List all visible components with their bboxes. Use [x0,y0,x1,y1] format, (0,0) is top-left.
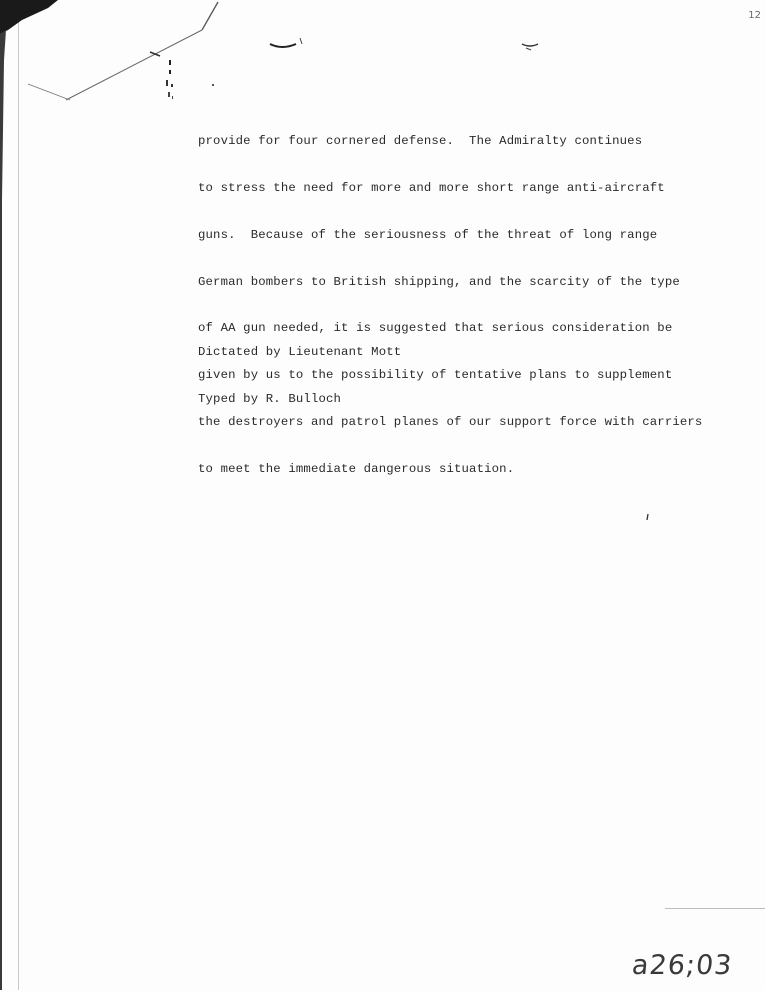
paragraph-line-5: of AA gun needed, it is suggested that serious consideration be [198,321,673,336]
paragraph-line-8: to meet the immediate dangerous situation. [198,461,515,476]
handwritten-archive-number: a26;03 [630,950,734,981]
pencil-stroke-2 [66,30,202,100]
smudge-top-2 [522,44,538,46]
paragraph-line-7: the destroyers and patrol planes of our support force with carriers [198,414,703,429]
paragraph-line-1: provide for four cornered defense. The Admiralty continues [198,134,643,149]
margin-dot-4 [171,84,173,87]
paragraph-line-6: given by us to the possibility of tentative plans to supplement [198,368,673,383]
tick-top [300,38,302,44]
corner-page-mark: 12 [748,10,761,21]
paragraph-line-2: to stress the need for more and more short range anti-aircraft [198,180,665,195]
binder-clip-edge [0,30,6,990]
margin-dot-5 [168,92,170,97]
paragraph-line-4: German bombers to British shipping, and the scarcity of the type [198,274,680,289]
paragraph-line-3: guns. Because of the seriousness of the threat of long range [198,227,658,242]
margin-dot-3 [166,80,168,86]
margin-dot-1 [169,60,171,65]
typed-by-line: Typed by R. Bulloch [198,391,342,406]
smudge-top-3 [526,48,531,50]
smudge-top-1 [270,44,296,47]
body-paragraph [198,103,738,508]
binder-clip-shadow [0,0,58,34]
pencil-stroke-1 [202,2,218,30]
margin-dot-6 [172,96,173,99]
scan-line-bottom-right [665,908,765,909]
margin-dot-2 [169,70,171,74]
speck-right [647,514,648,520]
pencil-stroke-3 [28,84,70,100]
dictated-by-line: Dictated by Lieutenant Mott [198,345,402,360]
attribution-block [198,314,401,439]
margin-dot-7 [212,84,214,86]
